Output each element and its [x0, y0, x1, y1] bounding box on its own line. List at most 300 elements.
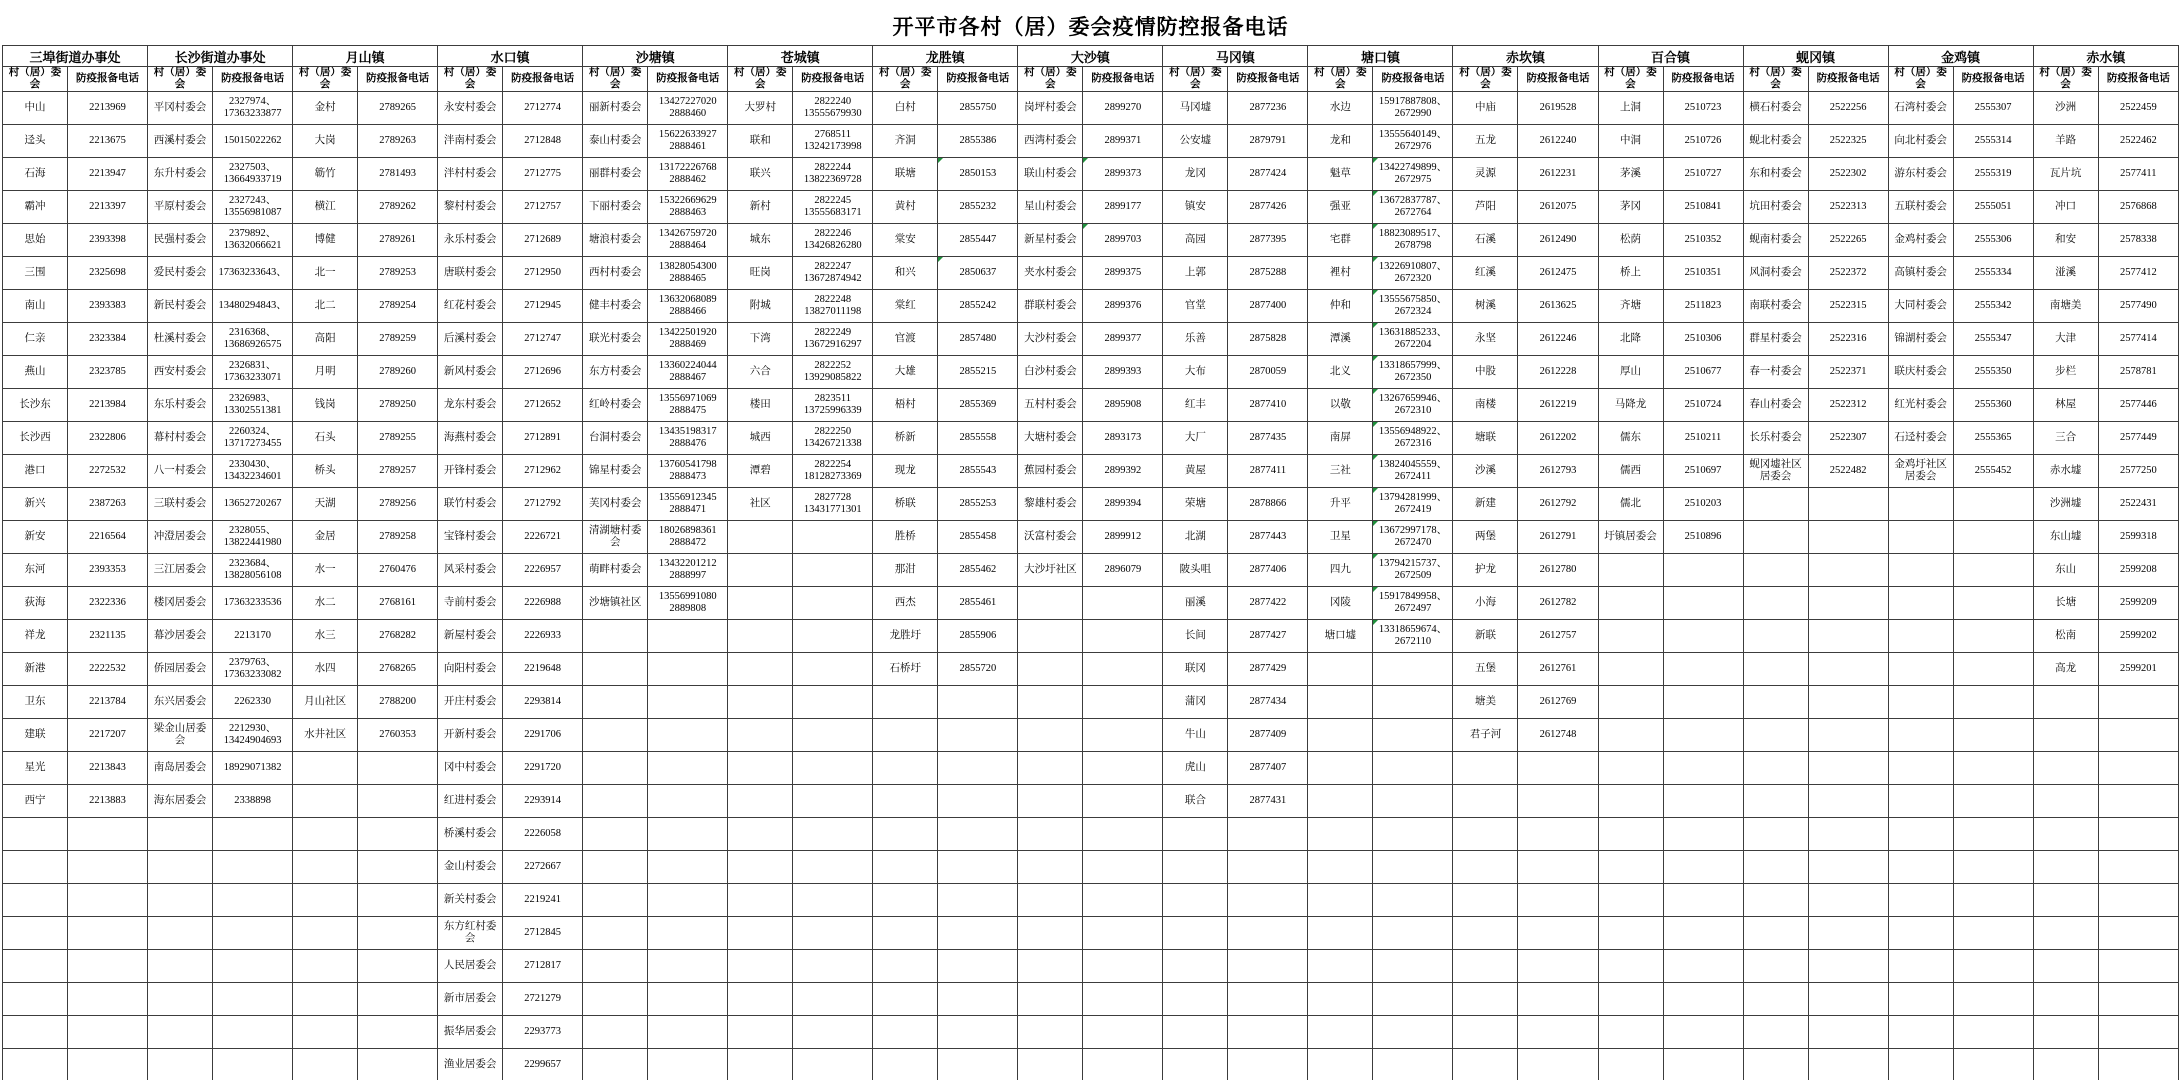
village-cell [728, 851, 793, 884]
village-cell: 裡村 [1308, 257, 1373, 290]
phone-cell: 2612228 [1518, 356, 1598, 389]
phone-cell [1808, 521, 1888, 554]
village-cell: 西湾村委会 [1018, 125, 1083, 158]
phone-cell: 2326831、17363233071 [213, 356, 293, 389]
phone-cell: 2899392 [1083, 455, 1163, 488]
village-cell: 儒北 [1598, 488, 1663, 521]
village-cell: 幕村村委会 [148, 422, 213, 455]
village-cell: 大沙圩社区 [1018, 554, 1083, 587]
phone-cell [1373, 719, 1453, 752]
village-cell: 宅群 [1308, 224, 1373, 257]
village-col-header: 村（居）委会 [148, 67, 213, 92]
village-cell: 五联村委会 [1888, 191, 1953, 224]
phone-cell [1808, 884, 1888, 917]
phone-cell: 2555319 [1953, 158, 2033, 191]
table-row [3, 290, 2179, 323]
village-cell: 蕉园村委会 [1018, 455, 1083, 488]
phone-cell: 2522482 [1808, 455, 1888, 488]
village-cell [583, 884, 648, 917]
phone-cell [1083, 818, 1163, 851]
phone-cell [1663, 752, 1743, 785]
phone-cell: 2330430、13432234601 [213, 455, 293, 488]
phone-cell: 2522265 [1808, 224, 1888, 257]
village-cell [1888, 785, 1953, 818]
village-cell [148, 950, 213, 983]
phone-cell: 2213843 [68, 752, 148, 785]
village-cell: 树溪 [1453, 290, 1518, 323]
village-cell [1598, 719, 1663, 752]
village-cell [583, 785, 648, 818]
village-cell [1308, 818, 1373, 851]
phone-cell [1083, 785, 1163, 818]
phone-cell: 2855458 [938, 521, 1018, 554]
village-cell: 丽溪 [1163, 587, 1228, 620]
phone-cell: 2327974、17363233877 [213, 92, 293, 125]
village-cell [1453, 785, 1518, 818]
village-cell: 圩镇居委会 [1598, 521, 1663, 554]
village-cell: 民强村委会 [148, 224, 213, 257]
phone-cell: 2788200 [358, 686, 438, 719]
village-cell: 杜溪村委会 [148, 323, 213, 356]
phone-cell: 2213784 [68, 686, 148, 719]
town-header: 龙胜镇 [873, 46, 1018, 67]
village-cell [148, 851, 213, 884]
village-cell: 寺前村委会 [438, 587, 503, 620]
village-cell [1453, 950, 1518, 983]
village-cell: 下湾 [728, 323, 793, 356]
phone-cell [2098, 785, 2178, 818]
village-cell: 四九 [1308, 554, 1373, 587]
phone-cell: 2522431 [2098, 488, 2178, 521]
phone-cell [1808, 719, 1888, 752]
village-cell [728, 917, 793, 950]
table-row [3, 587, 2179, 620]
village-cell: 赤水墟 [2033, 455, 2098, 488]
phone-cell [1663, 785, 1743, 818]
village-cell [728, 686, 793, 719]
village-cell [583, 653, 648, 686]
phone-cell: 13556991080 2889808 [648, 587, 728, 620]
village-cell [1018, 620, 1083, 653]
comment-marker-icon [1373, 587, 1378, 592]
village-cell [583, 983, 648, 1016]
phone-cell [68, 818, 148, 851]
phone-cell: 2522313 [1808, 191, 1888, 224]
phone-cell: 2712696 [503, 356, 583, 389]
village-cell: 新星村委会 [1018, 224, 1083, 257]
village-cell [1598, 983, 1663, 1016]
phone-cell: 2899270 [1083, 92, 1163, 125]
village-cell: 西村村委会 [583, 257, 648, 290]
phone-cell [213, 917, 293, 950]
village-cell: 五龙 [1453, 125, 1518, 158]
phone-cell: 2511823 [1663, 290, 1743, 323]
village-col-header: 村（居）委会 [873, 67, 938, 92]
phone-cell: 2855369 [938, 389, 1018, 422]
village-cell [2033, 983, 2098, 1016]
village-cell [1888, 917, 1953, 950]
phone-cell: 2577446 [2098, 389, 2178, 422]
village-col-header: 村（居）委会 [1018, 67, 1083, 92]
village-cell [873, 785, 938, 818]
village-cell: 水二 [293, 587, 358, 620]
village-cell [1598, 950, 1663, 983]
village-cell [148, 884, 213, 917]
town-header: 水口镇 [438, 46, 583, 67]
village-cell: 东乐村委会 [148, 389, 213, 422]
phone-cell: 2899394 [1083, 488, 1163, 521]
village-cell [1308, 653, 1373, 686]
phone-cell: 2522312 [1808, 389, 1888, 422]
phone-cell [1808, 950, 1888, 983]
phone-cell: 2510306 [1663, 323, 1743, 356]
phone-cell: 13435198317 2888476 [648, 422, 728, 455]
phone-cell: 2612769 [1518, 686, 1598, 719]
town-header: 百合镇 [1598, 46, 1743, 67]
village-cell: 东和村委会 [1743, 158, 1808, 191]
table-row [3, 983, 2179, 1016]
comment-marker-icon [1373, 290, 1378, 295]
phone-col-header: 防疫报备电话 [1518, 67, 1598, 92]
village-cell [1598, 785, 1663, 818]
town-header: 沙塘镇 [583, 46, 728, 67]
phone-cell: 2823511 13725996339 [793, 389, 873, 422]
village-cell: 羊路 [2033, 125, 2098, 158]
phone-cell: 2855558 [938, 422, 1018, 455]
village-cell [583, 620, 648, 653]
village-cell [1598, 851, 1663, 884]
phone-cell: 15917887808、2672990 [1373, 92, 1453, 125]
phone-cell: 2877429 [1228, 653, 1308, 686]
village-cell [293, 1016, 358, 1049]
village-cell [1308, 785, 1373, 818]
comment-marker-icon [1373, 455, 1378, 460]
village-cell: 南岛居委会 [148, 752, 213, 785]
phone-cell [938, 719, 1018, 752]
village-cell: 侨园居委会 [148, 653, 213, 686]
village-cell [1018, 884, 1083, 917]
village-cell [873, 686, 938, 719]
phone-cell [1373, 818, 1453, 851]
phone-cell [1518, 884, 1598, 917]
village-cell: 林屋 [2033, 389, 2098, 422]
village-cell [3, 983, 68, 1016]
village-cell: 升平 [1308, 488, 1373, 521]
phone-cell: 2612475 [1518, 257, 1598, 290]
village-cell: 护龙 [1453, 554, 1518, 587]
table-row [3, 191, 2179, 224]
town-header: 马冈镇 [1163, 46, 1308, 67]
village-cell: 芦阳 [1453, 191, 1518, 224]
village-cell: 联竹村委会 [438, 488, 503, 521]
table-row [3, 917, 2179, 950]
comment-marker-icon [1083, 158, 1088, 163]
phone-cell [1663, 686, 1743, 719]
village-cell [873, 884, 938, 917]
phone-cell [648, 719, 728, 752]
village-cell: 建联 [3, 719, 68, 752]
phone-cell [1953, 653, 2033, 686]
village-cell [1308, 917, 1373, 950]
village-cell: 君子河 [1453, 719, 1518, 752]
village-cell: 沙洲墟 [2033, 488, 2098, 521]
village-cell: 大罗村 [728, 92, 793, 125]
phone-cell: 2226988 [503, 587, 583, 620]
village-cell: 胜桥 [873, 521, 938, 554]
village-cell: 泮南村委会 [438, 125, 503, 158]
village-cell: 新村 [728, 191, 793, 224]
phone-cell: 2555350 [1953, 356, 2033, 389]
village-cell [1598, 917, 1663, 950]
phone-cell: 2262330 [213, 686, 293, 719]
phone-cell [793, 950, 873, 983]
village-cell [1888, 851, 1953, 884]
phone-cell: 17363233536 [213, 587, 293, 620]
phone-cell: 2510211 [1663, 422, 1743, 455]
phone-cell: 2899371 [1083, 125, 1163, 158]
village-cell: 横石村委会 [1743, 92, 1808, 125]
village-cell: 三社 [1308, 455, 1373, 488]
phone-cell [1518, 785, 1598, 818]
village-cell: 春一村委会 [1743, 356, 1808, 389]
phone-cell: 13824045559、2672411 [1373, 455, 1453, 488]
town-header: 赤坎镇 [1453, 46, 1598, 67]
village-cell: 月明 [293, 356, 358, 389]
phone-cell [1373, 851, 1453, 884]
village-cell [1888, 1016, 1953, 1049]
village-cell: 小海 [1453, 587, 1518, 620]
village-cell: 灵源 [1453, 158, 1518, 191]
phone-cell: 2875828 [1228, 323, 1308, 356]
village-cell: 上郭 [1163, 257, 1228, 290]
village-cell: 卫星 [1308, 521, 1373, 554]
phone-cell: 2877422 [1228, 587, 1308, 620]
phone-cell: 2612782 [1518, 587, 1598, 620]
village-cell: 蚬北村委会 [1743, 125, 1808, 158]
village-cell [1453, 917, 1518, 950]
village-cell [583, 752, 648, 785]
phone-cell [938, 884, 1018, 917]
village-cell: 永乐村委会 [438, 224, 503, 257]
village-cell: 乐善 [1163, 323, 1228, 356]
village-cell: 迳头 [3, 125, 68, 158]
village-cell: 金鸡村委会 [1888, 224, 1953, 257]
phone-cell [1953, 752, 2033, 785]
village-cell: 卫东 [3, 686, 68, 719]
village-cell [1743, 752, 1808, 785]
village-cell: 北降 [1598, 323, 1663, 356]
phone-cell: 2877236 [1228, 92, 1308, 125]
village-cell [1018, 818, 1083, 851]
village-cell: 金村 [293, 92, 358, 125]
phone-cell [1663, 818, 1743, 851]
phone-cell [2098, 1049, 2178, 1080]
phone-cell [648, 884, 728, 917]
village-cell: 群联村委会 [1018, 290, 1083, 323]
village-cell: 风采村委会 [438, 554, 503, 587]
village-cell [293, 884, 358, 917]
village-cell [1888, 488, 1953, 521]
village-cell: 天湖 [293, 488, 358, 521]
table-row [3, 818, 2179, 851]
phone-cell [1228, 1049, 1308, 1080]
village-cell: 三联村委会 [148, 488, 213, 521]
village-cell: 清湖塘村委会 [583, 521, 648, 554]
phone-cell [1953, 719, 2033, 752]
phone-cell: 2555342 [1953, 290, 2033, 323]
phone-cell: 2213883 [68, 785, 148, 818]
phone-cell: 13828054300 2888465 [648, 257, 728, 290]
phone-cell [1808, 1016, 1888, 1049]
village-cell: 红进村委会 [438, 785, 503, 818]
village-cell: 南塘美 [2033, 290, 2098, 323]
phone-cell: 2510726 [1663, 125, 1743, 158]
village-cell: 沙洲 [2033, 92, 2098, 125]
phone-cell: 2325698 [68, 257, 148, 290]
phone-col-header: 防疫报备电话 [1953, 67, 2033, 92]
phone-cell: 2379892、13632066621 [213, 224, 293, 257]
phone-cell [793, 554, 873, 587]
village-cell: 西安村委会 [148, 356, 213, 389]
phone-cell [1953, 587, 2033, 620]
phone-cell: 2555347 [1953, 323, 2033, 356]
comment-marker-icon [1373, 158, 1378, 163]
phone-cell [68, 1016, 148, 1049]
village-cell [1453, 884, 1518, 917]
phone-cell: 2612780 [1518, 554, 1598, 587]
phone-cell: 2323684、13828056108 [213, 554, 293, 587]
phone-cell: 2712652 [503, 389, 583, 422]
village-cell: 思始 [3, 224, 68, 257]
village-cell: 南联村委会 [1743, 290, 1808, 323]
village-cell [1018, 653, 1083, 686]
phone-cell [793, 620, 873, 653]
phone-cell: 2612757 [1518, 620, 1598, 653]
village-cell: 桥新 [873, 422, 938, 455]
phone-cell: 2599201 [2098, 653, 2178, 686]
village-cell: 东方村委会 [583, 356, 648, 389]
village-cell: 虎山 [1163, 752, 1228, 785]
phone-cell [1808, 620, 1888, 653]
village-cell: 西溪村委会 [148, 125, 213, 158]
phone-cell: 2822245 13555683171 [793, 191, 873, 224]
comment-marker-icon [1373, 422, 1378, 427]
phone-cell: 2226933 [503, 620, 583, 653]
phone-cell [2098, 983, 2178, 1016]
phone-cell [1083, 620, 1163, 653]
table-row [3, 950, 2179, 983]
phone-cell [1808, 554, 1888, 587]
village-cell: 大岗 [293, 125, 358, 158]
page-title: 开平市各村（居）委会疫情防控报备电话 [892, 15, 1289, 39]
village-cell: 以敬 [1308, 389, 1373, 422]
village-cell: 茅溪 [1598, 158, 1663, 191]
phone-cell: 2893173 [1083, 422, 1163, 455]
village-cell: 官堂 [1163, 290, 1228, 323]
phone-cell: 2393398 [68, 224, 148, 257]
phone-cell: 2789250 [358, 389, 438, 422]
village-cell: 湴溪 [2033, 257, 2098, 290]
village-cell: 五堡 [1453, 653, 1518, 686]
village-cell: 中股 [1453, 356, 1518, 389]
phone-cell [1663, 851, 1743, 884]
village-cell [3, 818, 68, 851]
town-header: 苍城镇 [728, 46, 873, 67]
village-cell: 儒西 [1598, 455, 1663, 488]
phone-cell: 2768161 [358, 587, 438, 620]
phone-cell [358, 785, 438, 818]
table-row [3, 1016, 2179, 1049]
phone-cell: 2789265 [358, 92, 438, 125]
phone-cell: 2877407 [1228, 752, 1308, 785]
phone-cell [68, 950, 148, 983]
phone-cell: 2555365 [1953, 422, 2033, 455]
phone-cell: 13267659946、2672310 [1373, 389, 1453, 422]
village-cell: 新建 [1453, 488, 1518, 521]
phone-cell [358, 917, 438, 950]
village-cell: 潭溪 [1308, 323, 1373, 356]
phone-cell [1808, 851, 1888, 884]
village-cell: 星光 [3, 752, 68, 785]
phone-cell [793, 851, 873, 884]
village-cell [583, 1016, 648, 1049]
phone-cell [1228, 1016, 1308, 1049]
phone-cell: 2899373 [1083, 158, 1163, 191]
phone-cell [1808, 587, 1888, 620]
phone-cell: 2576868 [2098, 191, 2178, 224]
phone-cell: 2555314 [1953, 125, 2033, 158]
village-cell [2033, 752, 2098, 785]
phone-cell [1518, 983, 1598, 1016]
phone-cell: 2612075 [1518, 191, 1598, 224]
phone-cell [648, 851, 728, 884]
phone-cell [1808, 983, 1888, 1016]
phone-cell [793, 653, 873, 686]
phone-cell [1663, 1016, 1743, 1049]
village-cell: 南楼 [1453, 389, 1518, 422]
village-cell: 黄村 [873, 191, 938, 224]
phone-cell: 2877431 [1228, 785, 1308, 818]
village-cell: 官渡 [873, 323, 938, 356]
phone-cell: 2510203 [1663, 488, 1743, 521]
table-row [3, 158, 2179, 191]
village-cell [2033, 950, 2098, 983]
phone-cell: 2555334 [1953, 257, 2033, 290]
phone-cell [648, 818, 728, 851]
phone-cell: 2789261 [358, 224, 438, 257]
village-cell [1598, 587, 1663, 620]
phone-cell: 2768282 [358, 620, 438, 653]
town-header: 赤水镇 [2033, 46, 2178, 67]
village-cell [1018, 1016, 1083, 1049]
phone-cell: 2555452 [1953, 455, 2033, 488]
phone-cell [1808, 686, 1888, 719]
phone-cell: 2599318 [2098, 521, 2178, 554]
village-cell [3, 1049, 68, 1080]
phone-cell: 2612219 [1518, 389, 1598, 422]
phone-cell: 2612791 [1518, 521, 1598, 554]
phone-cell: 2555307 [1953, 92, 2033, 125]
phone-cell: 13794281999、2672419 [1373, 488, 1453, 521]
village-cell: 博健 [293, 224, 358, 257]
phone-cell: 2219241 [503, 884, 583, 917]
village-cell [1888, 983, 1953, 1016]
phone-cell: 2877424 [1228, 158, 1308, 191]
village-cell: 石海 [3, 158, 68, 191]
village-cell [873, 983, 938, 1016]
village-cell: 芙冈村委会 [583, 488, 648, 521]
phone-cell [213, 884, 293, 917]
